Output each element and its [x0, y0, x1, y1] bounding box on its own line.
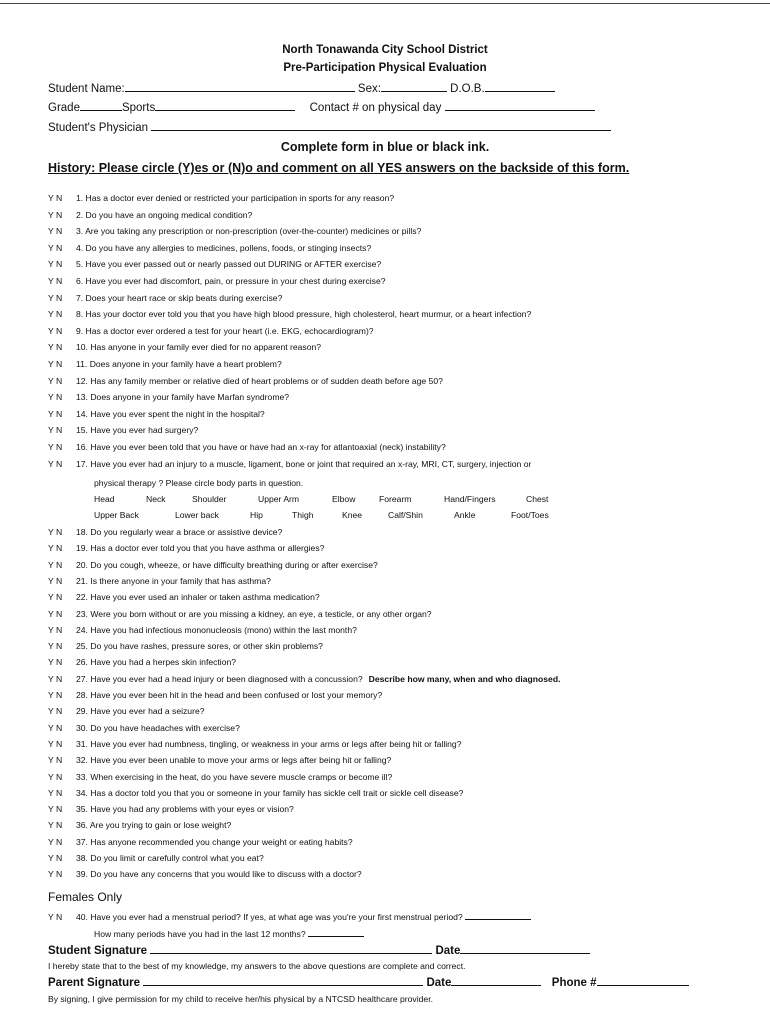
yn-options[interactable]: Y N: [48, 673, 63, 684]
body-part-option[interactable]: Forearm: [379, 494, 412, 504]
body-part-option[interactable]: Chest: [526, 494, 549, 504]
yn-options[interactable]: Y N: [48, 442, 63, 452]
grade-field[interactable]: [80, 99, 122, 111]
yn-options[interactable]: Y N: [48, 359, 63, 369]
yn-options[interactable]: Y N: [48, 375, 63, 386]
question-row-13[interactable]: [48, 409, 265, 420]
body-part-option[interactable]: Foot/Toes: [511, 510, 549, 520]
yn-options[interactable]: Y N: [48, 242, 63, 253]
body-part-option[interactable]: Head: [94, 494, 115, 504]
question-text: 26. Have you had a herpes skin infection?: [76, 657, 237, 668]
yn-options[interactable]: Y N: [48, 226, 63, 237]
yn-options[interactable]: Y N: [48, 690, 63, 700]
question-text: 12. Has any family member or relative died of heart problems or of sudden death before age 50?: [76, 375, 443, 386]
yn-options[interactable]: Y N: [48, 722, 63, 733]
question-text: 7. Does your heart race or skip beats during exercise?: [76, 292, 283, 303]
question-text: 1. Has a doctor ever denied or restricted your participation in sports for any reason?: [76, 193, 395, 203]
question-text: 34. Has a doctor told you that you or someone in your family has sickle cell trait or sickle cell disease?: [76, 787, 464, 798]
student-signature-label: Student Signature: [48, 945, 148, 957]
question-row-b-7[interactable]: [48, 641, 323, 652]
body-part-option[interactable]: Knee: [342, 510, 363, 520]
question-row-3[interactable]: [48, 243, 371, 254]
question-text: 29. Have you ever had a seizure?: [76, 706, 205, 717]
question-text: 16. Have you ever been told that you have or have had an x-ray for atlantoaxial (neck) instability?: [76, 442, 446, 452]
yn-options[interactable]: Y N: [48, 425, 63, 436]
sex-field[interactable]: [381, 80, 447, 92]
yn-options[interactable]: Y N: [48, 309, 63, 320]
sex-label: Sex:: [357, 83, 381, 95]
contact-label: Contact # on physical day: [309, 102, 442, 114]
question-text: 31. Have you ever had numbness, tingling, or weakness in your arms or legs after being hit or falling?: [76, 738, 462, 749]
question-text: 38. Do you limit or carefully control what you eat?: [76, 853, 264, 863]
yn-options[interactable]: Y N: [48, 193, 63, 203]
yn-options[interactable]: Y N: [48, 325, 63, 336]
question-40-sub: [94, 927, 364, 939]
sports-label: Sports: [121, 102, 156, 114]
question-text: 25. Do you have rashes, pressure sores, or other skin problems?: [76, 641, 323, 652]
q27-extra-instruction: Describe how many, when and who diagnosed.: [368, 673, 561, 684]
sports-field[interactable]: [155, 99, 295, 111]
body-part-option[interactable]: Thigh: [292, 510, 314, 520]
question-text: 32. Have you ever been unable to move your arms or legs after being hit or falling?: [76, 755, 392, 766]
physician-row: [48, 119, 611, 134]
physician-field[interactable]: [151, 119, 611, 131]
yn-options[interactable]: Y N: [48, 209, 63, 220]
yn-options[interactable]: Y N: [48, 276, 63, 286]
yn-options[interactable]: Y N: [48, 657, 63, 668]
district-title: North Tonawanda City School District: [282, 44, 488, 56]
question-text: 27. Have you ever had a head injury or been diagnosed with a concussion?: [76, 673, 363, 684]
student-date-field[interactable]: [460, 942, 590, 954]
yn-options[interactable]: Y N: [48, 738, 63, 749]
question-row-b-4[interactable]: [48, 592, 320, 603]
yn-options[interactable]: Y N: [48, 771, 63, 782]
phone-label: Phone #: [551, 977, 597, 989]
question-text: 20. Do you cough, wheeze, or have difficulty breathing during or after exercise?: [76, 559, 378, 570]
question-row-7[interactable]: [48, 309, 531, 320]
question-40-sub-text: How many periods have you had in the last 12 months?: [94, 929, 306, 939]
question-text: 3. Are you taking any prescription or non-prescription (over-the-counter) medicines or pills?: [76, 226, 422, 237]
question-text: 11. Does anyone in your family have a heart problem?: [76, 359, 282, 369]
question-row-1[interactable]: [48, 210, 252, 221]
yn-options[interactable]: Y N: [48, 575, 63, 586]
yn-options[interactable]: Y N: [48, 755, 63, 766]
student-signature-row: [48, 942, 590, 957]
question-row-b-15[interactable]: [48, 772, 392, 783]
student-date-label: Date: [435, 945, 461, 957]
yn-options[interactable]: Y N: [48, 342, 63, 353]
contact-field[interactable]: [445, 99, 595, 111]
student-name-field[interactable]: [125, 80, 355, 92]
question-row-b-2[interactable]: [48, 560, 378, 571]
yn-options[interactable]: Y N: [48, 706, 63, 717]
question-text: 10. Has anyone in your family ever died for no apparent reason?: [76, 342, 322, 353]
question-text: 13. Does anyone in your family have Marfan syndrome?: [76, 392, 290, 403]
body-part-option[interactable]: Upper Arm: [258, 494, 300, 504]
question-text: 30. Do you have headaches with exercise?: [76, 722, 240, 733]
question-row-12[interactable]: [48, 392, 289, 403]
top-border-line: [0, 3, 770, 4]
yn-options[interactable]: Y N: [48, 641, 63, 652]
question-text: 22. Have you ever used an inhaler or taken asthma medication?: [76, 592, 320, 603]
females-only-heading: Females Only: [48, 890, 123, 904]
question-text: 36. Are you trying to gain or lose weight?: [76, 820, 232, 831]
question-text: 35. Have you had any problems with your eyes or vision?: [76, 804, 294, 815]
question-row-b-17[interactable]: [48, 804, 294, 815]
yn-options[interactable]: Y N: [48, 592, 63, 603]
yn-options[interactable]: Y N: [48, 292, 63, 303]
parent-signature-label: Parent Signature: [48, 977, 141, 989]
question-row-b-11[interactable]: [48, 706, 205, 717]
question-row-b-10[interactable]: [48, 690, 382, 701]
question-text: 19. Has a doctor ever told you that you have asthma or allergies?: [76, 543, 325, 554]
parent-signature-row: [48, 974, 689, 989]
question-row-5[interactable]: [48, 276, 386, 287]
yn-options[interactable]: Y N: [48, 458, 63, 469]
question-text: 6. Have you ever had discomfort, pain, or pressure in your chest during exercise?: [76, 276, 386, 286]
question-row-b-5[interactable]: [48, 609, 432, 620]
question-row-b-21[interactable]: [48, 869, 362, 880]
student-name-row: [48, 80, 555, 95]
body-part-option[interactable]: Calf/Shin: [388, 510, 423, 520]
question-row-b-9[interactable]: [48, 674, 560, 685]
question-row-b-18[interactable]: [48, 820, 231, 831]
question-text: 15. Have you ever had surgery?: [76, 425, 199, 436]
question-text: 23. Were you born without or are you missing a kidney, an eye, a testicle, or any other organ?: [76, 608, 432, 619]
question-text: 8. Has your doctor ever told you that you have high blood pressure, high cholesterol, heart murmur, or a heart infection?: [76, 309, 532, 320]
statement-text: I hereby state that to the best of my knowledge, my answers to the above questions are complete and correct.: [48, 961, 466, 971]
yn-options[interactable]: Y N: [48, 543, 63, 554]
yn-options[interactable]: Y N: [48, 527, 63, 537]
question-row-b-13[interactable]: [48, 739, 462, 750]
permission-text: By signing, I give permission for my child to receive her/his physical by a NTCSD healthcare provider.: [48, 994, 433, 1004]
student-signature-field[interactable]: [150, 942, 432, 954]
history-instruction: History: Please circle (Y)es or (N)o and comment on all YES answers on the backside of this form.: [48, 161, 630, 175]
yn-options[interactable]: Y N: [48, 869, 63, 880]
question-row-6[interactable]: [48, 293, 282, 304]
yn-options[interactable]: Y N: [48, 259, 63, 270]
physician-label: Student's Physician: [48, 122, 149, 134]
q40-sub-answer-line[interactable]: [308, 927, 364, 937]
question-text: 37. Has anyone recommended you change your weight or eating habits?: [76, 836, 353, 847]
ink-instruction: Complete form in blue or black ink.: [280, 140, 490, 154]
question-row-0[interactable]: [48, 193, 394, 204]
yn-options[interactable]: Y N: [48, 392, 63, 403]
body-part-option[interactable]: Neck: [146, 494, 166, 504]
question-row-10[interactable]: [48, 359, 282, 370]
question-row-b-8[interactable]: [48, 657, 236, 668]
question-row-16[interactable]: [48, 459, 531, 470]
yn-options[interactable]: Y N: [48, 787, 63, 798]
question-text: 4. Do you have any allergies to medicines, pollens, foods, or stinging insects?: [76, 242, 372, 253]
question-text: 33. When exercising in the heat, do you have severe muscle cramps or become ill?: [76, 771, 393, 782]
question-text: 2. Do you have an ongoing medical condition?: [76, 209, 253, 220]
question-text: 9. Has a doctor ever ordered a test for your heart (i.e. EKG, echocardiogram)?: [76, 325, 374, 336]
yn-options[interactable]: Y N: [48, 820, 63, 831]
question-text: 14. Have you ever spent the night in the hospital?: [76, 408, 265, 419]
question-row-b-16[interactable]: [48, 788, 463, 799]
body-part-option[interactable]: Ankle: [454, 510, 476, 520]
question-row-b-1[interactable]: [48, 543, 324, 554]
question-40[interactable]: [48, 910, 531, 923]
student-name-label: Student Name:: [48, 83, 125, 95]
question-40-text: 40. Have you ever had a menstrual period? If yes, at what age was you're your first menstrual period?: [76, 912, 463, 922]
body-part-option[interactable]: Hand/Fingers: [444, 494, 496, 504]
question-row-2[interactable]: [48, 226, 421, 237]
question-row-b-3[interactable]: [48, 576, 271, 587]
yn-options[interactable]: Y N: [48, 408, 63, 419]
yn-options[interactable]: Y N: [48, 624, 63, 635]
question-row-b-12[interactable]: [48, 723, 240, 734]
question-text: 21. Is there anyone in your family that has asthma?: [76, 575, 271, 586]
parent-date-label: Date: [426, 977, 452, 989]
form-title: Pre-Participation Physical Evaluation: [283, 62, 487, 74]
yn-options[interactable]: Y N: [48, 912, 63, 922]
question-text: 24. Have you had infectious mononucleosis (mono) within the last month?: [76, 624, 357, 635]
question-row-b-0[interactable]: [48, 527, 282, 538]
dob-label: D.O.B.: [450, 83, 485, 95]
body-part-option[interactable]: Hip: [250, 510, 263, 520]
yn-options[interactable]: Y N: [48, 804, 63, 815]
question-row-b-19[interactable]: [48, 837, 353, 848]
yn-options[interactable]: Y N: [48, 559, 63, 570]
parent-signature-field[interactable]: [143, 974, 423, 986]
question-row-15[interactable]: [48, 442, 446, 453]
body-part-option[interactable]: Shoulder: [192, 494, 227, 504]
phone-field[interactable]: [597, 974, 689, 986]
grade-row: [48, 99, 595, 114]
q40-answer-line[interactable]: [465, 910, 531, 920]
body-part-option[interactable]: Lower back: [175, 510, 219, 520]
yn-options[interactable]: Y N: [48, 853, 63, 863]
body-part-option[interactable]: Elbow: [332, 494, 356, 504]
question-row-4[interactable]: [48, 259, 381, 270]
yn-options[interactable]: Y N: [48, 836, 63, 847]
question-row-b-6[interactable]: [48, 625, 357, 636]
body-part-option[interactable]: Upper Back: [94, 510, 139, 520]
question-text: 18. Do you regularly wear a brace or assistive device?: [76, 527, 283, 537]
question-row-9[interactable]: [48, 342, 321, 353]
grade-label: Grade: [48, 102, 80, 114]
dob-field[interactable]: [485, 80, 555, 92]
yn-options[interactable]: Y N: [48, 608, 63, 619]
parent-date-field[interactable]: [451, 974, 541, 986]
question-text: 28. Have you ever been hit in the head and been confused or lost your memory?: [76, 690, 383, 700]
question-row-11[interactable]: [48, 376, 443, 387]
question-text: 39. Do you have any concerns that you would like to discuss with a doctor?: [76, 869, 362, 880]
question-row-b-20[interactable]: [48, 853, 264, 864]
question-row-b-14[interactable]: [48, 755, 391, 766]
question-row-14[interactable]: [48, 425, 198, 436]
q17-continuation: physical therapy ? Please circle body parts in question.: [94, 478, 304, 488]
question-text: 5. Have you ever passed out or nearly passed out DURING or AFTER exercise?: [76, 259, 382, 270]
question-text: 17. Have you ever had an injury to a muscle, ligament, bone or joint that required an x-ray, MRI, CT, surgery, injection or: [76, 458, 532, 469]
question-row-8[interactable]: [48, 326, 374, 337]
